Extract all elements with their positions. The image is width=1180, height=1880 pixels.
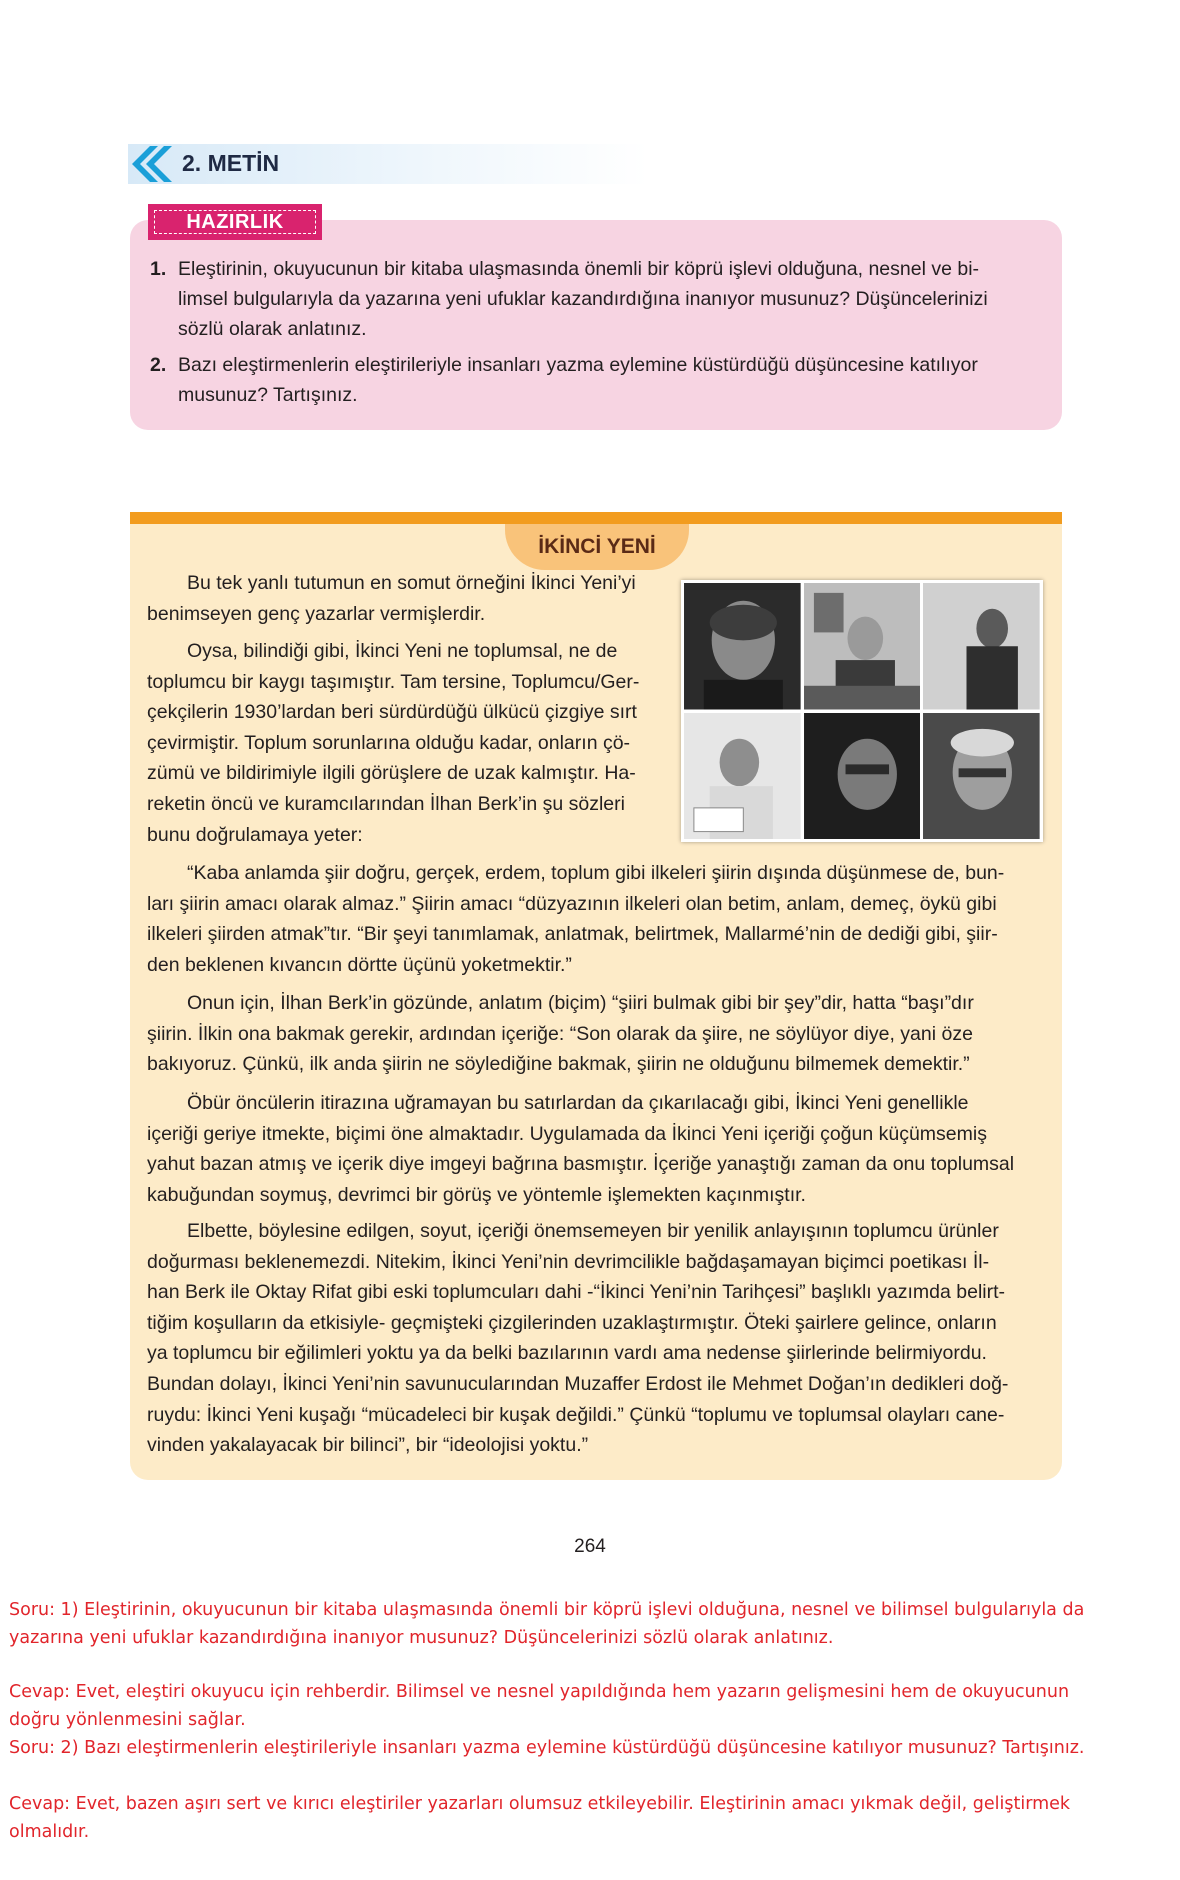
paragraph-line: kabuğundan soymuş, devrimci bir görüş ve yöntemle işlemekten kaçınmıştır. — [147, 1183, 806, 1206]
paragraph-line: yahut bazan atmış ve içerik diye imgeyi bağrına basmıştır. İçeriğe yanaştığı zaman da onu toplumsal — [147, 1153, 1015, 1176]
poet-photo — [804, 713, 921, 840]
paragraph-line: Onun için, İlhan Berk’in gözünde, anlatım (biçim) “şiiri bulmak gibi bir şey”dir, hatta “başı”dır — [187, 992, 974, 1014]
paragraph-line: den beklenen kıvancın dörtte üçünü yoketmektir.” — [147, 953, 572, 976]
paragraph-line: Bundan dolayı, İkinci Yeni’nin savunucularından Muzaffer Erdost ile Mehmet Doğan’ın dedikleri doğ- — [147, 1372, 1009, 1395]
page-number: 264 — [574, 1536, 606, 1557]
poet-photo — [684, 713, 801, 840]
qa-line: Soru: 2) Bazı eleştirmenlerin eleştirileriyle insanları yazma eylemine küstürdüğü düşüncesine katılıyor musunuz? Tartışınız. — [9, 1738, 1085, 1758]
preparation-questions — [150, 254, 1050, 416]
paragraph-line: ya toplumcu bir eğilimleri yoktu ya da belki bazılarının vardı ama nedense şiirlerinde belirmiyordu. — [147, 1342, 987, 1365]
paragraph-line: ları şiirin amacı olarak almaz.” Şiirin amacı “düzyazının ilkeleri olan betim, anlam, demeç, öykü gibi — [147, 892, 997, 915]
qa-answer — [9, 1678, 1169, 1734]
poet-photo — [923, 583, 1040, 710]
poet-photo — [684, 583, 801, 710]
paragraph-line: benimseyen genç yazarlar vermişlerdir. — [147, 602, 486, 625]
paragraph-line: şiirin. İlkin ona bakmak gerekir, ardından içeriğe: “Son olarak da şiire, ne söylüyor diye, yani öze — [147, 1022, 973, 1045]
preparation-question — [150, 254, 1050, 344]
poet-photo — [804, 583, 921, 710]
reading-title: İKİNCİ YENİ — [538, 535, 656, 558]
paragraph-line: içeriği geriye itmekte, biçimi öne almaktadır. Uygulamada da İkinci Yeni içeriği çoğun küçümsemiş — [147, 1122, 987, 1145]
paragraph-line: çekçilerin 1930’lardan beri sürdürdüğü ülkücü çizgiye sırt — [147, 701, 637, 724]
paragraph-line: Elbette, böylesine edilgen, soyut, içeriği önemsemeyen bir yenilik anlayışının toplumcu ürünler — [187, 1220, 999, 1242]
qa-line: Soru: 1) Eleştirinin, okuyucunun bir kitaba ulaşmasında önemli bir köprü işlevi olduğuna, nesnel ve bilimsel bulgularıyla da — [9, 1600, 1085, 1620]
poet-photo — [923, 713, 1040, 840]
qa-line: yazarına yeni ufuklar kazandırdığına inanıyor musunuz? Düşüncelerinizi sözlü olarak anlatınız. — [9, 1628, 834, 1648]
question-number: 1. — [150, 258, 167, 280]
paragraph-line: doğurması beklenemezdi. Nitekim, İkinci Yeni’nin devrimcilikle bağdaşamayan biçimci poetikası İl- — [147, 1250, 990, 1273]
paragraph-line: zümü ve bildirimiyle ilgili görüşlere de uzak kalmıştır. Ha- — [147, 762, 636, 785]
question-line: limsel bulgularıyla da yazarına yeni ufuklar kazandırdığına inanıyor musunuz? Düşüncelerinizi — [178, 288, 988, 310]
qa-question — [9, 1596, 1169, 1652]
reading-paragraph — [147, 1088, 1045, 1210]
paragraph-line: vinden yakalayacak bir bilinci”, bir “ideolojisi yoktu.” — [147, 1434, 589, 1457]
reading-paragraph — [147, 988, 1045, 1080]
preparation-label: HAZIRLIK — [186, 210, 284, 233]
paragraph-line: reketin öncü ve kuramcılarından İlhan Berk’in şu sözleri — [147, 792, 625, 815]
paragraph-line: toplumcu bir kaygı taşımıştır. Tam tersine, Toplumcu/Ger- — [147, 670, 640, 693]
reading-paragraph — [147, 568, 657, 629]
paragraph-line: han Berk ile Oktay Rifat gibi eski toplumcuları dahi -“İkinci Yeni’nin Tarihçesi” başlıklı yazımda belirt- — [147, 1281, 1006, 1304]
section-header — [128, 144, 648, 184]
qa-answer — [9, 1790, 1169, 1846]
paragraph-line: ruydu: İkinci Yeni kuşağı “mücadeleci bir kuşak değildi.” Çünkü “toplumu ve toplumsal olayları cane- — [147, 1403, 1005, 1426]
paragraph-line: tiğim koşulların da etkisiyle- geçmişteki çizgilerinden uzaklaştırmıştır. Öteki şairlere gelince, onların — [147, 1311, 997, 1334]
paragraph-line: “Kaba anlamda şiir doğru, gerçek, erdem, toplum gibi ilkeleri şiirin dışında düşünmese de, bun- — [187, 862, 1005, 884]
qa-line: olmalıdır. — [9, 1822, 90, 1842]
question-line: sözlü olarak anlatınız. — [178, 318, 367, 340]
qa-line: Cevap: Evet, eleştiri okuyucu için rehberdir. Bilimsel ve nesnel yapıldığında hem yazarın gelişmesini hem de okuyucunun — [9, 1682, 1070, 1702]
paragraph-line: Oysa, bilindiği gibi, İkinci Yeni ne toplumsal, ne de — [187, 640, 618, 662]
paragraph-line: çevirmiştir. Toplum sorunlarına olduğu kadar, onların çö- — [147, 731, 631, 754]
paragraph-line: bakıyoruz. Çünkü, ilk anda şiirin ne söylediğine bakmak, şiirin ne olduğunu bilmemek demektir.” — [147, 1053, 970, 1076]
reading-paragraph — [147, 1216, 1045, 1461]
qa-question — [9, 1734, 1169, 1762]
paragraph-line: bunu doğrulamaya yeter: — [147, 823, 363, 846]
qa-line: Cevap: Evet, bazen aşırı sert ve kırıcı eleştiriler yazarları olumsuz etkileyebilir. Eleştirinin amacı yıkmak değil, geliştirmek — [9, 1794, 1071, 1814]
paragraph-line: Öbür öncülerin itirazına uğramayan bu satırlardan da çıkarılacağı gibi, İkinci Yeni genellikle — [187, 1092, 969, 1114]
poet-photo-collage — [681, 580, 1043, 842]
question-line: Bazı eleştirmenlerin eleştirileriyle insanları yazma eylemine küstürdüğü düşüncesine katılıyor — [178, 354, 978, 376]
reading-paragraph — [147, 636, 657, 850]
qa-line: doğru yönlenmesini sağlar. — [9, 1710, 246, 1730]
reading-paragraph — [147, 858, 1045, 980]
paragraph-line: ilkeleri şiirden atmak”tır. “Bir şeyi tanımlamak, anlatmak, belirtmek, Mallarmé’nin de dediği gibi, şiir- — [147, 923, 998, 946]
preparation-question — [150, 350, 1050, 410]
section-title: 2. METİN — [182, 150, 280, 176]
question-number: 2. — [150, 354, 167, 376]
paragraph-line: Bu tek yanlı tutumun en somut örneğini İkinci Yeni’yi — [187, 572, 636, 594]
preparation-label-tab — [148, 204, 322, 240]
question-line: Eleştirinin, okuyucunun bir kitaba ulaşmasında önemli bir köprü işlevi olduğuna, nesnel ve bi- — [178, 258, 980, 280]
question-line: musunuz? Tartışınız. — [178, 384, 358, 406]
double-chevron-left-icon — [128, 146, 172, 182]
reading-title-tab — [505, 524, 689, 570]
